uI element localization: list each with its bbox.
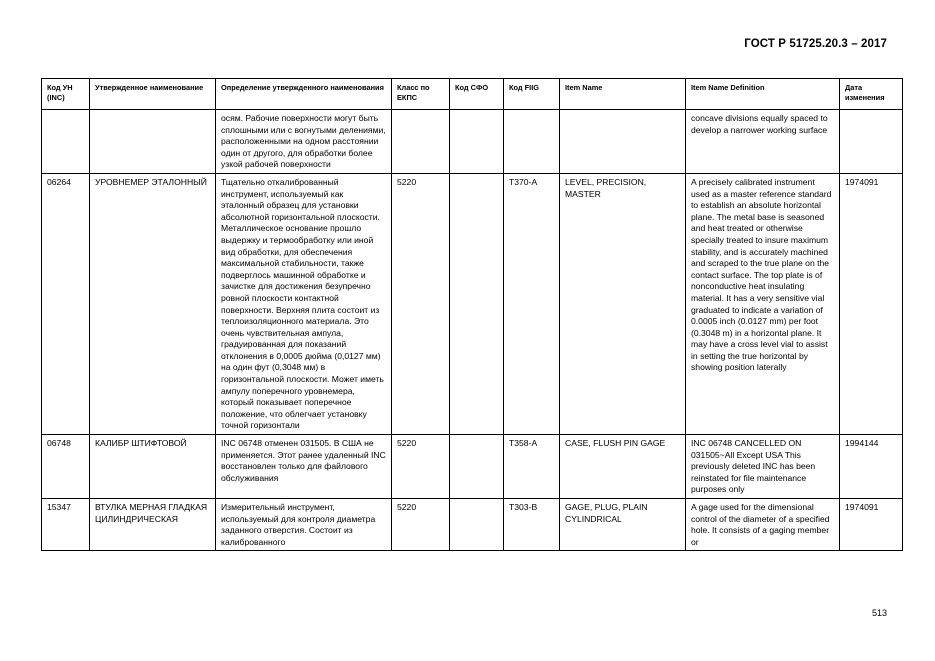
cell-date: 1974091 xyxy=(840,173,903,434)
cell-sfo xyxy=(450,110,504,174)
cell-sfo xyxy=(450,173,504,434)
column-header-approved-definition: Определение утвержденного наименования xyxy=(216,79,392,110)
cell-date: 1994144 xyxy=(840,435,903,499)
column-header-item-definition: Item Name Definition xyxy=(686,79,840,110)
nomenclature-table xyxy=(41,78,903,551)
cell-item-definition: A gage used for the dimensional control of the diameter of a specified hole. It consists of a gaging member or xyxy=(686,499,840,551)
page-number: 513 xyxy=(871,608,887,618)
cell-name-ru: ВТУЛКА МЕРНАЯ ГЛАДКАЯ ЦИЛИНДРИЧЕСКАЯ xyxy=(90,499,216,551)
cell-fiig: T303-B xyxy=(504,499,560,551)
table-row xyxy=(42,435,903,499)
cell-fiig: T370-A xyxy=(504,173,560,434)
cell-item-definition: concave divisions equally spaced to develop a narrower working surface xyxy=(686,110,840,174)
cell-date xyxy=(840,110,903,174)
document-title: ГОСТ Р 51725.20.3 – 2017 xyxy=(744,38,887,50)
cell-inc: 06748 xyxy=(42,435,90,499)
table-row xyxy=(42,110,903,174)
cell-name-ru: УРОВНЕМЕР ЭТАЛОННЫЙ xyxy=(90,173,216,434)
cell-class: 5220 xyxy=(392,173,450,434)
cell-item-name: LEVEL, PRECISION, MASTER xyxy=(560,173,686,434)
cell-definition-ru: осям. Рабочие поверхности могут быть сплошными или с вогнутыми делениями, расположенными на одном расстоянии один от другого, для обработки более узкой рабочей поверхности xyxy=(216,110,392,174)
cell-item-definition: INC 06748 CANCELLED ON 031505~All Except USA This previously deleted INC has been reinstated for file maintenance purposes only xyxy=(686,435,840,499)
column-header-class: Класс по ЕКПС xyxy=(392,79,450,110)
cell-definition-ru: INC 06748 отменен 031505. В США не применяется. Этот ранее удаленный INC восстановлен только для файлового обслуживания xyxy=(216,435,392,499)
cell-inc xyxy=(42,110,90,174)
cell-class: 5220 xyxy=(392,499,450,551)
cell-fiig xyxy=(504,110,560,174)
table-row xyxy=(42,499,903,551)
table-header-row xyxy=(42,79,903,110)
cell-sfo xyxy=(450,499,504,551)
cell-definition-ru: Тщательно откалиброванный инструмент, используемый как эталонный образец для установки абсолютной горизонтальной плоскости. Металлическое основание прошло выдержку и термообработку или иной вид обработки, для обеспечения максимальной стабильности, также подверглось машинной обработке и зачистке для достижения безупречно ровной плоскости контактной поверхности. Верхняя плита состоит из теплоизоляционного материала. Это очень чувствительная ампула, градуированная для показаний отклонения в 0,0005 дюйма (0,0127 мм) на один фут (0,3048 мм) в горизонтальной плоскости. Может иметь ампулу поперечного уровнемера, который показывает поперечное положение, что облегчает установку точной горизонтали xyxy=(216,173,392,434)
column-header-approved-name: Утвержденное наименование xyxy=(90,79,216,110)
cell-name-ru xyxy=(90,110,216,174)
cell-item-definition: A precisely calibrated instrument used as a master reference standard to establish an absolute horizontal plane. The metal base is seasoned and heat treated or otherwise specially treated to insure maximum stability, and is accurately machined and scraped to the true plane on the contact surface. The top plate is of nonconductive heat insulating material. It has a very sensitive vial graduated to indicate a variation of 0.0005 inch (0.0127 mm) per foot (0.3048 m) in a horizontal plane. It may have a cross level vial to assist in setting the true horizontal by showing position laterally xyxy=(686,173,840,434)
cell-inc: 06264 xyxy=(42,173,90,434)
column-header-date: Дата изменения xyxy=(840,79,903,110)
cell-inc: 15347 xyxy=(42,499,90,551)
cell-date: 1974091 xyxy=(840,499,903,551)
column-header-inc: Код УН (INC) xyxy=(42,79,90,110)
column-header-sfo: Код СФО xyxy=(450,79,504,110)
cell-class xyxy=(392,110,450,174)
table-row xyxy=(42,173,903,434)
cell-item-name: CASE, FLUSH PIN GAGE xyxy=(560,435,686,499)
cell-class: 5220 xyxy=(392,435,450,499)
cell-name-ru: КАЛИБР ШТИФТОВОЙ xyxy=(90,435,216,499)
column-header-fiig: Код FIIG xyxy=(504,79,560,110)
cell-fiig: T358-A xyxy=(504,435,560,499)
cell-sfo xyxy=(450,435,504,499)
column-header-item-name: Item Name xyxy=(560,79,686,110)
cell-item-name: GAGE, PLUG, PLAIN CYLINDRICAL xyxy=(560,499,686,551)
cell-item-name xyxy=(560,110,686,174)
cell-definition-ru: Измерительный инструмент, используемый для контроля диаметра заданного отверстия. Состоит из калиброванного xyxy=(216,499,392,551)
